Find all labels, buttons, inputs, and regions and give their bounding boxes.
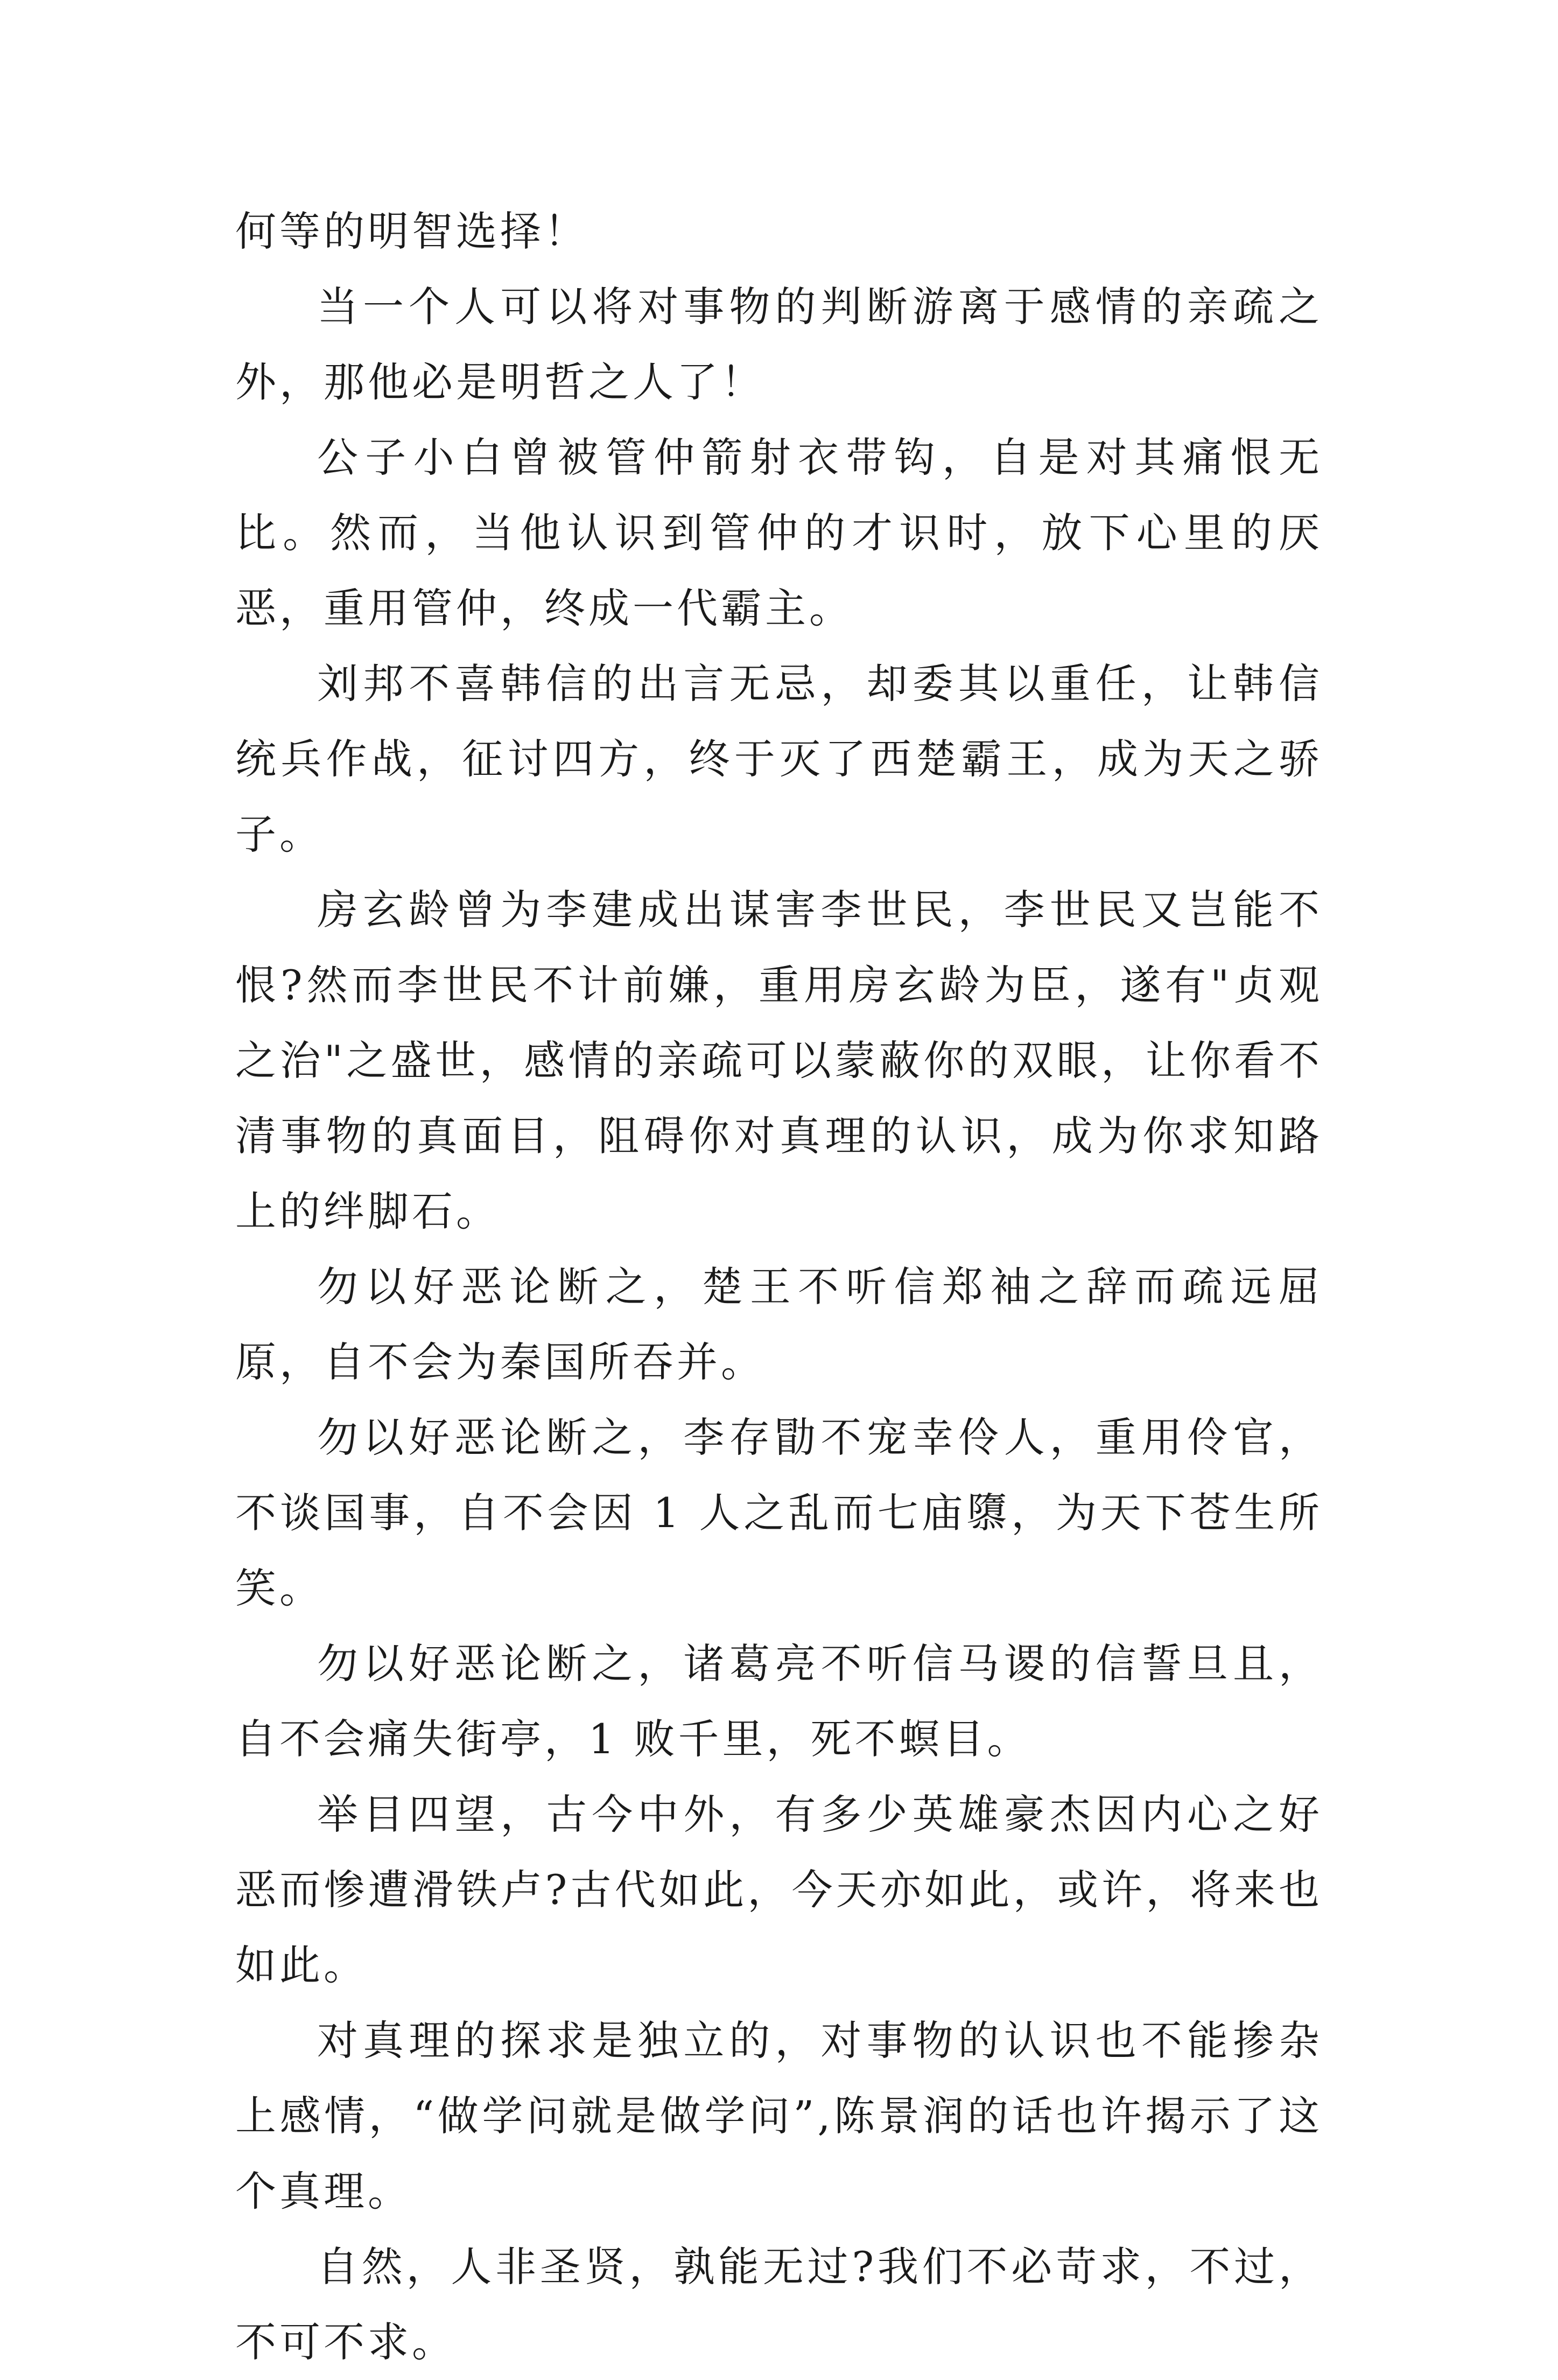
paragraph: 勿以好恶论断之，李存勖不宠幸伶人，重用伶官，不谈国事，自不会因 1 人之乱而七庙隳，为天下苍生所笑。 [235,1413,1323,1612]
paragraph: 自然，人非圣贤，孰能无过?我们不必苛求，不过，不可不求。 [235,2243,1323,2366]
paragraph: 何等的明智选择！ [235,207,588,255]
paragraph: 举目四望，古今中外，有多少英雄豪杰因内心之好恶而惨遭滑铁卢?古代如此，今天亦如此，或许，将来也如此。 [235,1790,1323,1989]
essay-body [235,194,1323,2380]
paragraph: 勿以好恶论断之，楚王不听信郑袖之辞而疏远屈原，自不会为秦国所吞并。 [235,1263,1323,1386]
paragraph: 对真理的探求是独立的，对事物的认识也不能掺杂上感情，“做学问就是做学问”,陈景润的话也许揭示了这个真理。 [235,2017,1323,2215]
paragraph: 当一个人可以将对事物的判断游离于感情的亲疏之外，那他必是明哲之人了！ [235,283,1323,406]
paragraph: 刘邦不喜韩信的出言无忌，却委其以重任，让韩信统兵作战，征讨四方，终于灭了西楚霸王，成为天之骄子。 [235,660,1323,858]
paragraph: 房玄龄曾为李建成出谋害李世民，李世民又岂能不恨?然而李世民不计前嫌，重用房玄龄为臣，遂有"贞观之治"之盛世，感情的亲疏可以蒙蔽你的双眼，让你看不清事物的真面目，阻碍你对真理的认识，成为你求知路上的绊脚石。 [235,886,1323,1235]
paragraph: 公子小白曾被管仲箭射衣带钩，自是对其痛恨无比。然而，当他认识到管仲的才识时，放下心里的厌恶，重用管仲，终成一代霸主。 [235,433,1323,632]
paragraph: 勿以好恶论断之，诸葛亮不听信马谡的信誓旦且，自不会痛失街亭，1 败千里，死不螟目。 [235,1640,1323,1763]
